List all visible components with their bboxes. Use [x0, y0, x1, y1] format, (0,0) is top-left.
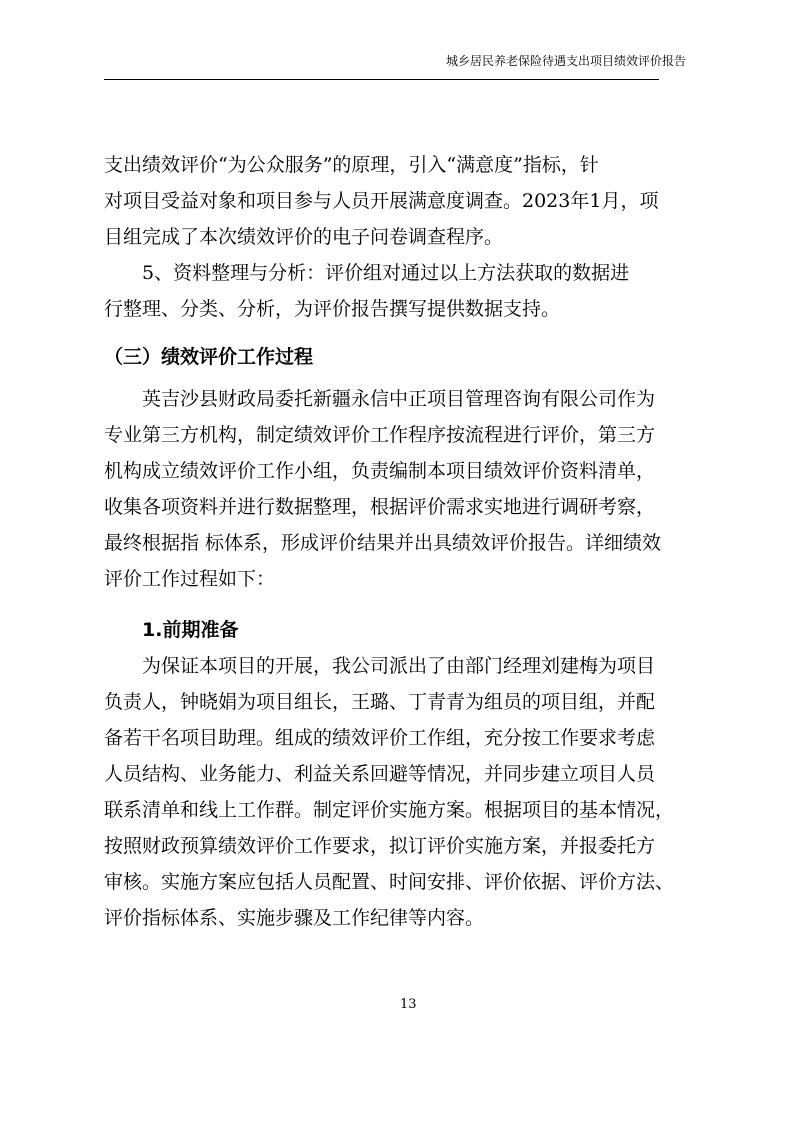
text-line: 英吉沙县财政局委托新疆永信中正项目管理咨询有限公司作为	[104, 388, 656, 410]
paragraph-continuation	[104, 147, 689, 255]
text-line: 负责人，钟晓娟为项目组长，王璐、丁青青为组员的项目组，并配	[104, 691, 656, 713]
text-line: 行整理、分类、分析，为评价报告撰写提供数据支持。	[104, 298, 561, 320]
text-line: 评价指标体系、实施步骤及工作纪律等内容。	[104, 907, 485, 929]
subheading-preparation: 1.前期准备	[104, 619, 239, 641]
text-line: 目组完成了本次绩效评价的电子问卷调查程序。	[104, 226, 504, 248]
text-line: 联系清单和线上工作群。制定评价实施方案。根据项目的基本情况，	[104, 799, 675, 821]
paragraph-preparation	[104, 648, 689, 936]
text-line: 人员结构、业务能力、利益关系回避等情况，并同步建立项目人员	[104, 763, 656, 785]
text-line: 对项目受益对象和项目参与人员开展满意度调查。2023年1月，项	[104, 190, 659, 212]
paragraph-data-analysis	[104, 255, 689, 327]
text-line: 审核。实施方案应包括人员配置、时间安排、评价依据、评价方法、	[104, 871, 675, 893]
text-line: 为保证本项目的开展，我公司派出了由部门经理刘建梅为项目	[104, 655, 656, 677]
section-heading: （三）绩效评价工作过程	[104, 346, 314, 368]
text-line: 专业第三方机构，制定绩效评价工作程序按流程进行评价，第三方	[104, 424, 656, 446]
text-line: 支出绩效评价“为公众服务”的原理，引入“满意度”指标，针	[104, 154, 599, 176]
page-number: 13	[400, 997, 417, 1012]
text-line: 按照财政预算绩效评价工作要求，拟订评价实施方案，并报委托方	[104, 835, 656, 857]
running-header-title: 城乡居民养老保险待遇支出项目绩效评价报告	[445, 54, 686, 68]
text-line: 备若干名项目助理。组成的绩效评价工作组，充分按工作要求考虑	[104, 727, 656, 749]
paragraph-work-process	[104, 381, 689, 597]
text-line: 5、资料整理与分析：评价组对通过以上方法获取的数据进	[104, 262, 630, 284]
text-line: 机构成立绩效评价工作小组，负责编制本项目绩效评价资料清单，	[104, 460, 656, 482]
header-rule	[104, 79, 659, 80]
text-line: 最终根据指 标体系，形成评价结果并出具绩效评价报告。详细绩效	[104, 532, 662, 554]
text-line: 收集各项资料并进行数据整理，根据评价需求实地进行调研考察，	[104, 496, 656, 518]
text-line: 评价工作过程如下：	[104, 568, 276, 590]
